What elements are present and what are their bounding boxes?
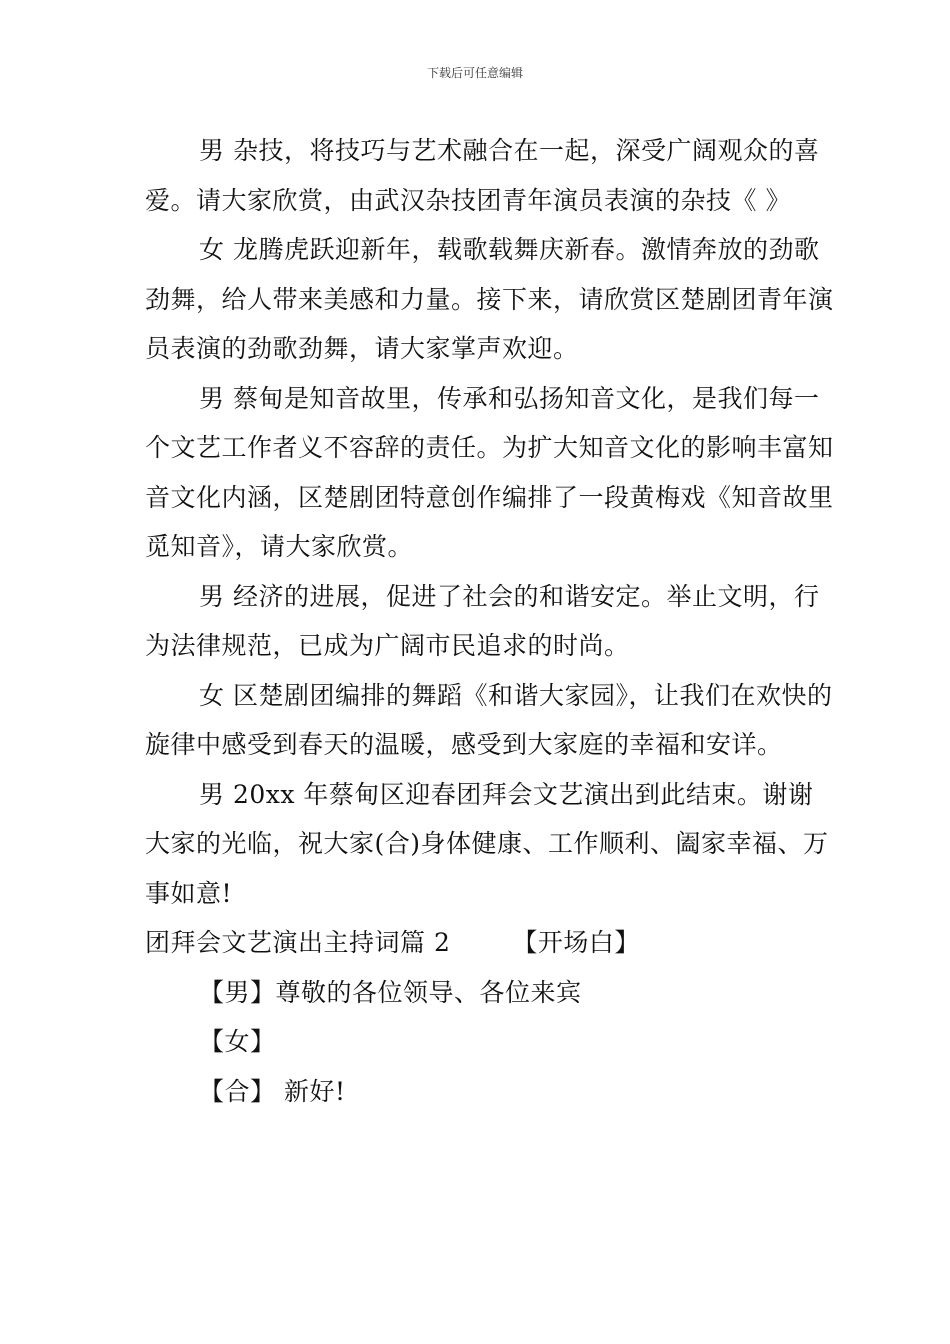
page-header: 下载后可任意编辑	[426, 66, 523, 80]
paragraph-harmony-dance: 女 区楚剧团编排的舞蹈《和谐大家园》，让我们在欢快的旋律中感受到春天的温暖，感受到大家庭的幸福和安详。	[145, 680, 833, 759]
document-body	[145, 126, 835, 1116]
paragraph-dance: 女 龙腾虎跃迎新年，载歌载舞庆新春。激情奔放的劲歌劲舞，给人带来美感和力量。接下来，请欣赏区楚剧团青年演员表演的劲歌劲舞，请大家掌声欢迎。	[145, 235, 834, 363]
paragraph-huangmei-opera: 男 蔡甸是知音故里，传承和弘扬知音文化，是我们每一个文艺工作者义不容辞的责任。为扩大知音文化的影响丰富知音文化内涵，区楚剧团特意创作编排了一段黄梅戏《知音故里觅知音》，请大家欣赏。	[145, 383, 834, 561]
dialogue-line-together: 【合】 新好!	[199, 1076, 346, 1106]
section-subtitle: 【开场白】	[512, 928, 640, 957]
dialogue-line-female: 【女】	[199, 1027, 276, 1056]
section-title: 团拜会文艺演出主持词篇 2	[145, 928, 451, 957]
paragraph-civilization: 男 经济的进展，促进了社会的和谐安定。举止文明，行为法律规范，已成为广阔市民追求的时尚。	[145, 581, 820, 660]
paragraph-closing: 男 20xx 年蔡甸区迎春团拜会文艺演出到此结束。谢谢大家的光临，祝大家(合)身体健康、工作顺利、阖家幸福、万事如意!	[145, 779, 829, 908]
section-title-line	[145, 918, 835, 968]
paragraph-acrobatics: 男 杂技，将技巧与艺术融合在一起，深受广阔观众的喜爱。请大家欣赏，由武汉杂技团青年演员表演的杂技《 》	[145, 136, 820, 215]
dialogue-line-male: 【男】尊敬的各位领导、各位来宾	[199, 977, 582, 1007]
